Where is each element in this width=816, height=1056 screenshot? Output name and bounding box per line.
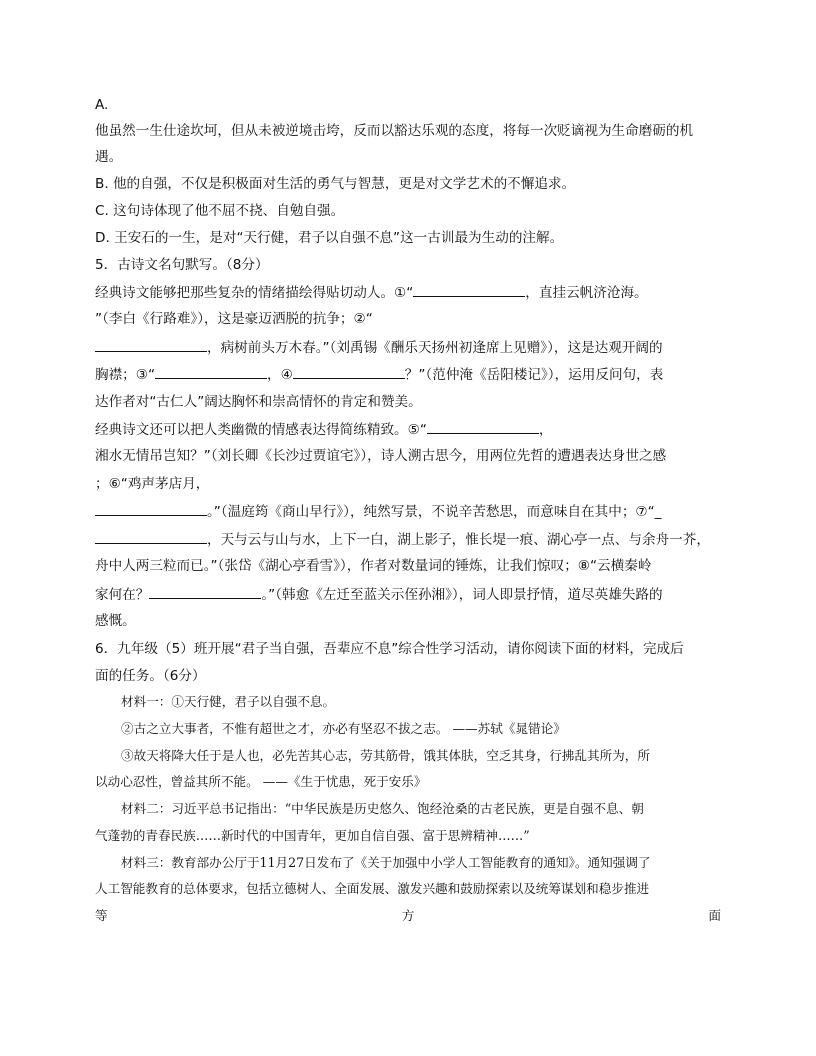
- option-c: C. 这句诗体现了他不屈不挠、自勉自强。: [95, 203, 345, 219]
- q5-text: 胸襟；③“: [95, 367, 156, 383]
- answer-blank-7[interactable]: [95, 530, 207, 544]
- q5-text: ，: [538, 422, 553, 438]
- option-a-text-cont: 遇。: [95, 149, 123, 165]
- option-a-text: 他虽然一生仕途坎坷，但从未被逆境击垮，反而以豁达乐观的态度，将每一次贬谪视为生命磨砺的机: [95, 123, 694, 139]
- q5-text: ，直挂云帆济沧海。: [525, 285, 648, 301]
- material-1-line-3: ③故天将降大任于是人也，必先苦其心志，劳其筋骨，饿其体肤，空乏其身，行拂乱其所为，所: [121, 748, 650, 763]
- q5-line-1: [95, 283, 648, 302]
- q5-line-13: 感慨。: [95, 613, 136, 629]
- q5-line-9: [95, 502, 661, 521]
- answer-blank-6[interactable]: [95, 502, 207, 516]
- q5-line-2: ”（李白《行路难》），这是豪迈洒脱的抗争；②“: [95, 311, 373, 327]
- material-1-line-2: ②古之立大事者，不惟有超世之才，亦必有坚忍不拔之志。 ——苏轼《晁错论》: [121, 721, 566, 736]
- option-d: D. 王安石的一生，是对“天行健，君子以自强不息”这一古训最为生动的注解。: [95, 230, 564, 246]
- answer-blank-8[interactable]: [149, 585, 261, 599]
- material-1-line-4: 以动心忍性，曾益其所不能。 ——《生于忧患，死于安乐》: [95, 774, 427, 789]
- answer-blank-5[interactable]: [427, 420, 539, 434]
- material-3-word: 方: [401, 908, 415, 923]
- q5-line-8: ；⑥“鸡声茅店月，: [95, 476, 210, 492]
- answer-blank-3[interactable]: [155, 365, 267, 379]
- q5-line-10: [95, 530, 710, 549]
- material-3-word: 面: [708, 908, 721, 923]
- q5-title: 5．古诗文名句默写。（8分）: [95, 257, 269, 273]
- q5-line-4: [95, 365, 663, 384]
- q5-line-6: [95, 420, 552, 439]
- q5-line-7: 湘水无情吊岂知？”（刘长卿《长沙过贾谊宅》），诗人溯古思今，用两位先哲的遭遇表达身世之感: [95, 448, 667, 464]
- q5-text: ，病树前头万木春。”（刘禹锡《酬乐天扬州初逢席上见赠》），这是达观开阔的: [207, 340, 663, 356]
- q5-text: ，④: [267, 367, 293, 383]
- option-b: B. 他的自强，不仅是积极面对生活的勇气与智慧，更是对文学艺术的不懈追求。: [95, 176, 576, 192]
- q6-title: 6．九年级（5）班开展“君子当自强，吾辈应不息”综合性学习活动，请你阅读下面的材料，完成后: [95, 641, 684, 657]
- q6-title-cont: 面的任务。（6分）: [95, 668, 206, 684]
- q5-line-5: 达作者对“古仁人”阔达胸怀和崇高情怀的肯定和赞美。: [95, 394, 422, 410]
- material-2-line-2: 气蓬勃的青春民族……新时代的中国青年，更加自信自强、富于思辨精神……”: [95, 828, 530, 843]
- q5-text: ？”（范仲淹《岳阳楼记》），运用反问句，表: [404, 367, 664, 383]
- material-3-word: 等: [95, 908, 108, 923]
- q5-text: 。”（温庭筠《商山早行》），纯然写景，不说辛苦愁思，而意味自在其中；⑦“_: [207, 504, 662, 520]
- material-3-line-3: [95, 907, 721, 925]
- answer-blank-2[interactable]: [95, 338, 207, 352]
- q5-text: 经典诗文还可以把人类幽微的情感表达得简练精致。⑤“: [95, 422, 427, 438]
- material-3-line-1: 材料三：教育部办公厅于11月27日发布了《关于加强中小学人工智能教育的通知》。通知强调了: [121, 855, 651, 870]
- material-1-line-1: 材料一：①天行健，君子以自强不息。: [121, 694, 336, 709]
- q5-line-3: [95, 338, 663, 357]
- q5-line-12: [95, 585, 663, 604]
- q5-text: ，天与云与山与水，上下一白，湖上影子，惟长堤一痕、湖心亭一点、与余舟一芥，: [207, 532, 710, 548]
- material-3-line-2: 人工智能教育的总体要求，包括立德树人、全面发展、激发兴趣和鼓励探索以及统筹谋划和稳步推进: [95, 881, 650, 896]
- q5-text: 。”（韩愈《左迁至蓝关示侄孙湘》），词人即景抒情，道尽英雄失路的: [261, 587, 663, 603]
- q5-line-11: 舟中人两三粒而已。”（张岱《湖心亭看雪》），作者对数量词的锤炼，让我们惊叹；⑧“云横秦岭: [95, 558, 652, 574]
- q5-text: 家何在？: [95, 587, 150, 603]
- answer-blank-4[interactable]: [293, 365, 405, 379]
- q5-text: 经典诗文能够把那些复杂的情绪描绘得贴切动人。①“: [95, 285, 414, 301]
- option-a-label: A.: [95, 97, 109, 113]
- answer-blank-1[interactable]: [413, 283, 525, 297]
- material-2-line-1: 材料二：习近平总书记指出：“中华民族是历史悠久、饱经沧桑的古老民族，更是自强不息、朝: [121, 801, 644, 816]
